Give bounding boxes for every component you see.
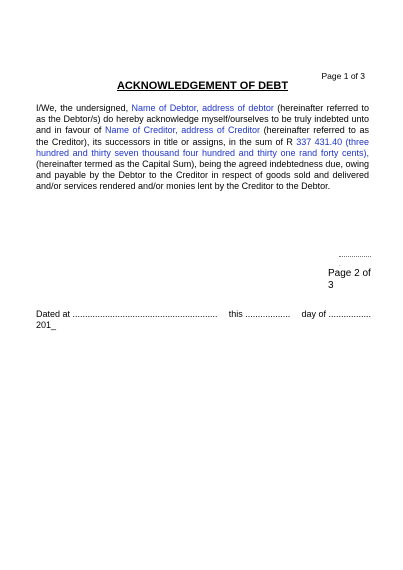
this-field: this .................. [228, 309, 291, 319]
intro-text: I/We, the undersigned, [36, 103, 129, 113]
creditor-clause: (hereinafter referred to as the Creditor), its successors in title or assigns, in the sum of R [36, 125, 369, 147]
page-break-rule [339, 256, 371, 257]
creditor-placeholder: Name of Creditor, address of Creditor [104, 125, 261, 136]
day-of-field: day of ................. [301, 309, 371, 319]
acknowledgement-paragraph [36, 103, 369, 193]
page-number-middle: Page 2 of 3 [328, 268, 371, 291]
debtor-clause: (hereinafter referred to as the Debtor/s) do hereby acknowledge myself/ourselves to be truly indebted unto and in favour of [36, 103, 369, 136]
page-break-mark: . [339, 262, 341, 268]
dated-section [36, 309, 371, 331]
debtor-placeholder: Name of Debtor, address of debtor [131, 103, 274, 113]
dated-at-field: Dated at .......................................................... [36, 309, 218, 319]
document-title: ACKNOWLEDGEMENT OF DEBT [116, 80, 289, 92]
page-number-top: Page 1 of 3 [321, 71, 365, 81]
capital-sum-clause: (hereinafter termed as the Capital Sum), being the agreed indebtedness due, owing and payable by the Debtor to the Creditor in respect of goods sold and delivered and/or services rendered and/or monies lent by the Creditor to the Debtor. [36, 159, 369, 192]
year-field: 201_ [36, 320, 57, 330]
amount-placeholder: 337 431.40 (three hundred and thirty seven thousand four hundred and thirty one rand forty cents), [36, 136, 369, 158]
